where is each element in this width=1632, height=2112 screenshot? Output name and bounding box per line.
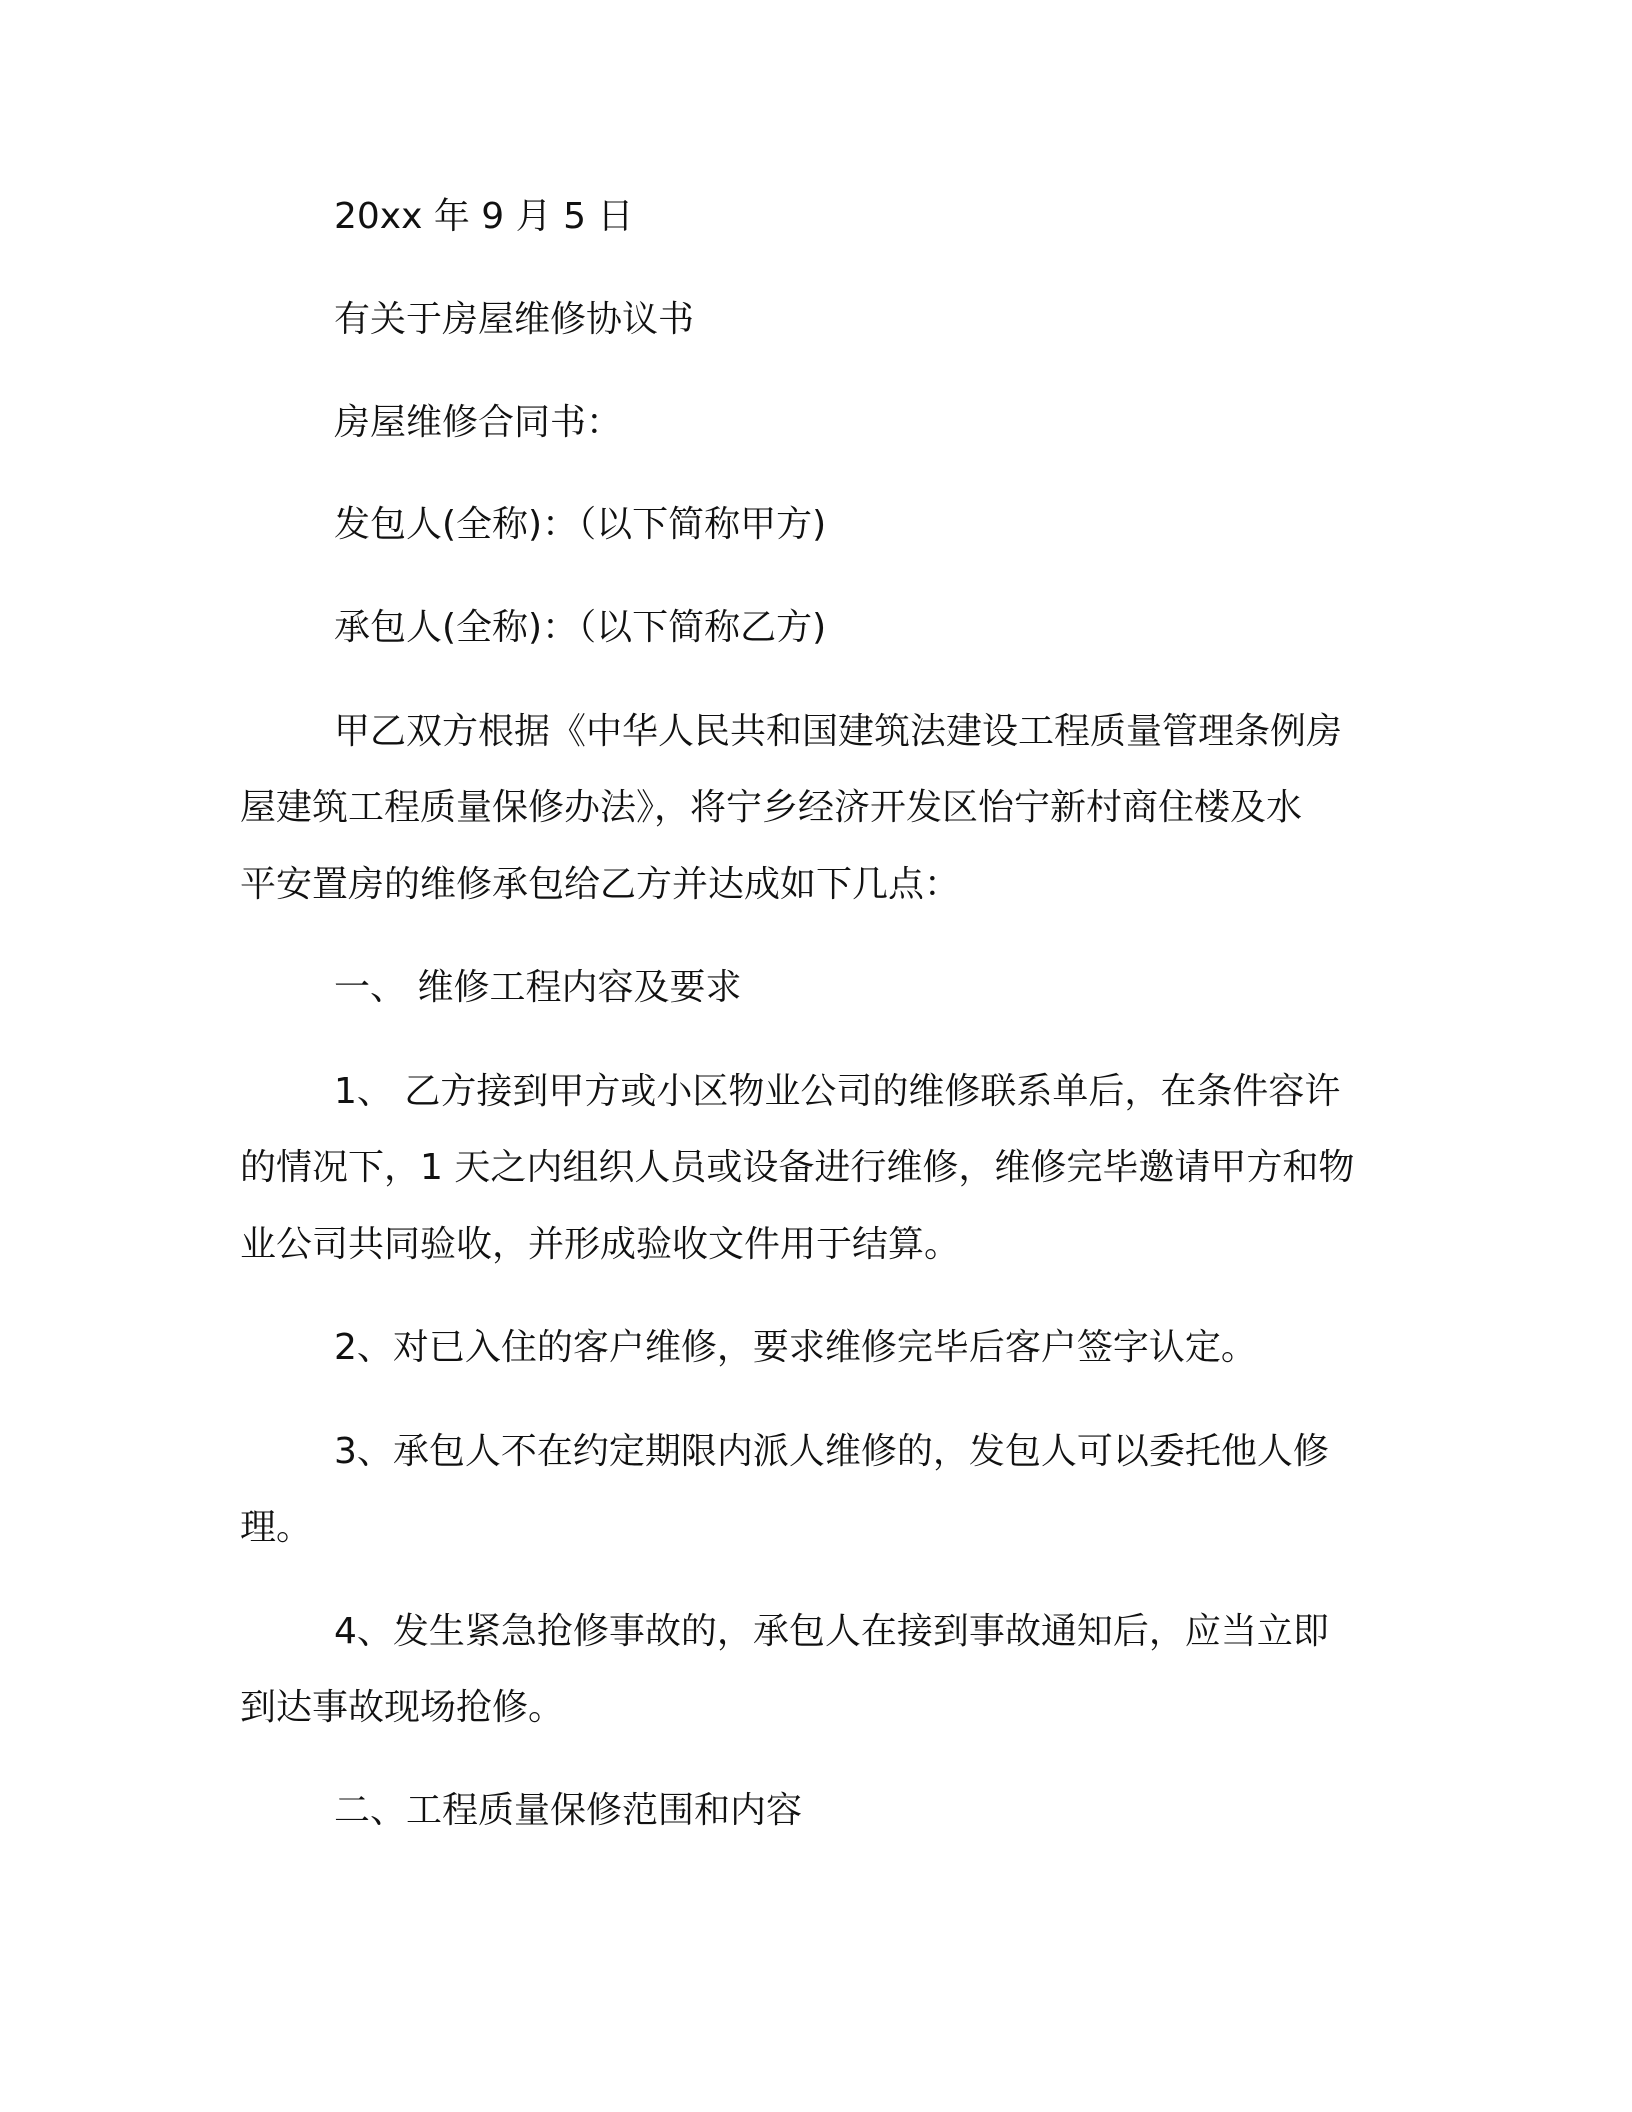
clause-1-line: 1、 乙方接到甲方或小区物业公司的维修联系单后，在条件容许 xyxy=(334,1071,1341,1112)
employer-line: 发包人(全称)：（以下简称甲方) xyxy=(334,504,827,545)
section-heading-2: 二、工程质量保修范围和内容 xyxy=(334,1790,803,1831)
contractor-line: 承包人(全称)：（以下简称乙方) xyxy=(334,607,827,648)
intro-paragraph-line: 平安置房的维修承包给乙方并达成如下几点： xyxy=(240,864,961,905)
contract-heading: 房屋维修合同书： xyxy=(334,402,623,443)
clause-4-line: 到达事故现场抢修。 xyxy=(240,1687,565,1728)
clause-1-line: 的情况下，1 天之内组织人员或设备进行维修，维修完毕邀请甲方和物 xyxy=(240,1147,1355,1188)
document-title: 有关于房屋维修协议书 xyxy=(334,299,695,340)
clause-3-line: 理。 xyxy=(240,1507,313,1548)
section-heading-1: 一、 维修工程内容及要求 xyxy=(334,967,742,1008)
clause-2-line: 2、对已入住的客户维修，要求维修完毕后客户签字认定。 xyxy=(334,1327,1257,1368)
intro-paragraph-line: 甲乙双方根据《中华人民共和国建筑法建设工程质量管理条例房 xyxy=(334,711,1343,752)
intro-paragraph-line: 屋建筑工程质量保修办法》，将宁乡经济开发区怡宁新村商住楼及水 xyxy=(240,787,1303,828)
clause-4-line: 4、发生紧急抢修事故的，承包人在接到事故通知后，应当立即 xyxy=(334,1611,1329,1652)
clause-1-line: 业公司共同验收，并形成验收文件用于结算。 xyxy=(240,1224,961,1265)
clause-3-line: 3、承包人不在约定期限内派人维修的，发包人可以委托他人修 xyxy=(334,1431,1329,1472)
date-line: 20xx 年 9 月 5 日 xyxy=(334,196,634,237)
